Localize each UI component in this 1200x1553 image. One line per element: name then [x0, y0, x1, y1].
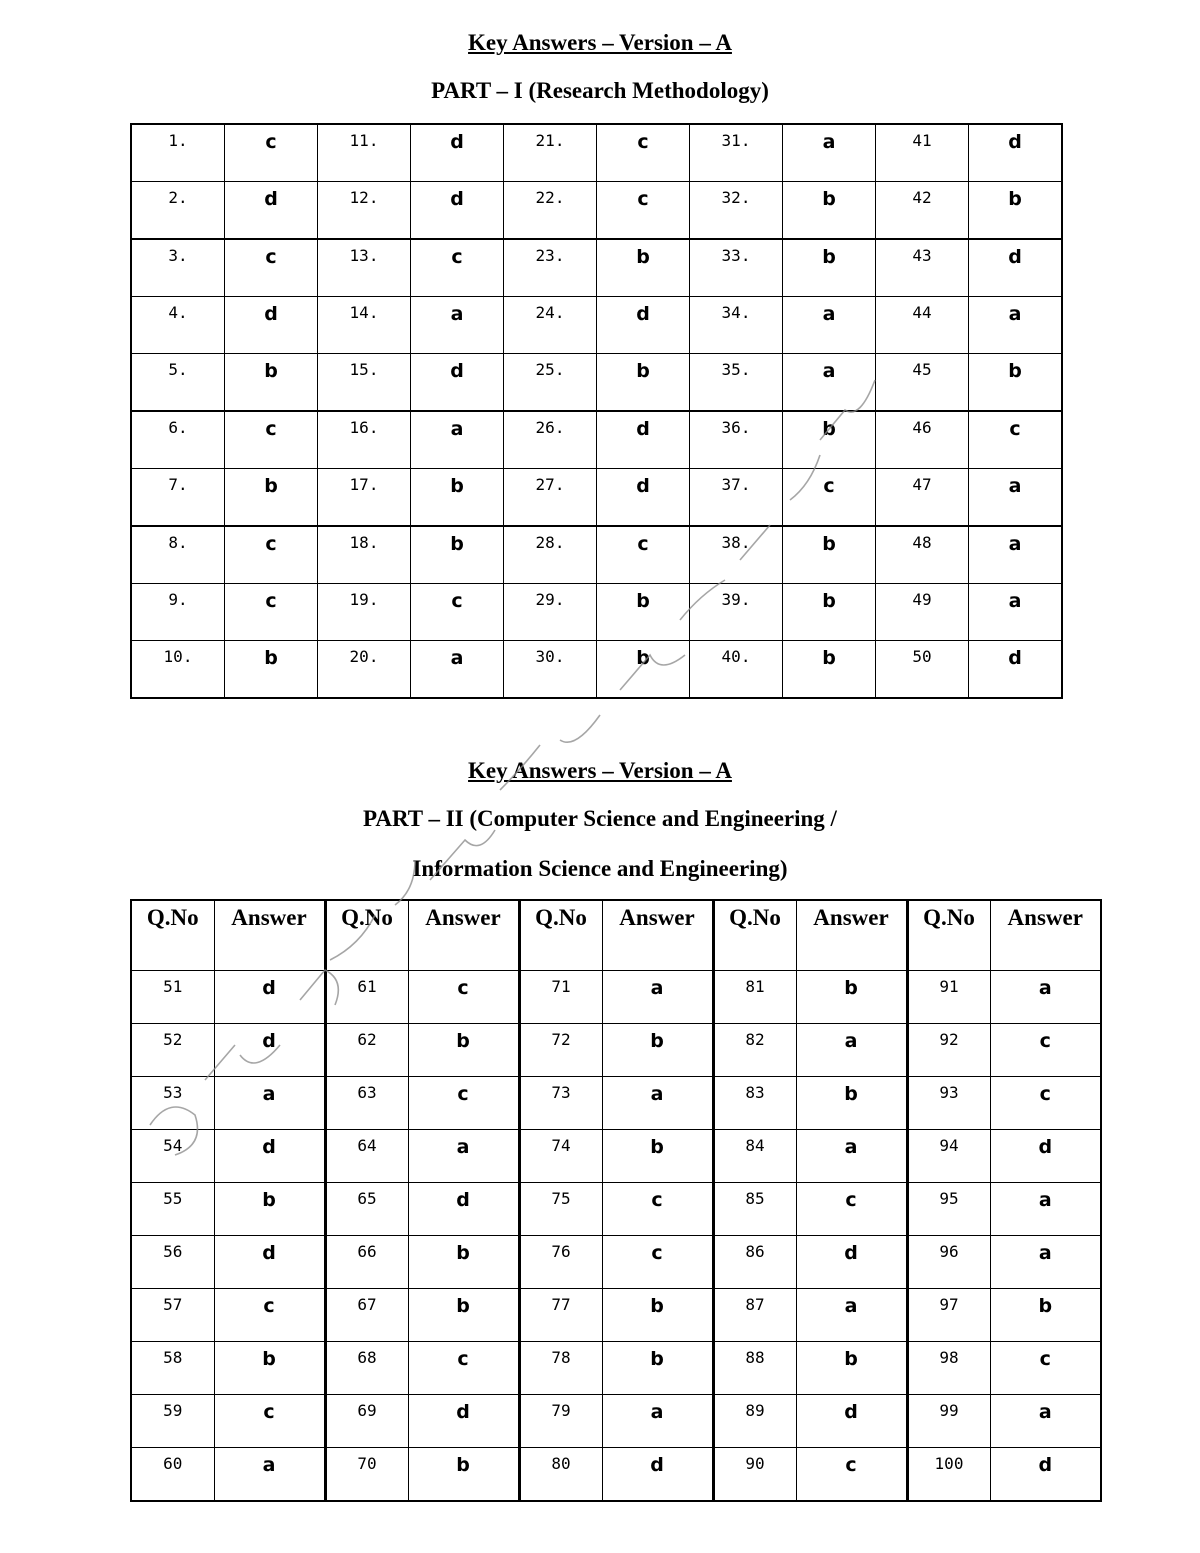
answer-key: c [990, 1077, 1101, 1130]
question-number: 75 [519, 1183, 602, 1236]
question-number: 15. [318, 354, 411, 412]
answer-key: b [783, 239, 876, 297]
answer-key: d [214, 1236, 325, 1289]
answer-key: d [969, 124, 1063, 182]
answer-key: b [411, 526, 504, 584]
part1-row [131, 469, 1062, 527]
question-number: 3. [131, 239, 225, 297]
question-number: 13. [318, 239, 411, 297]
answer-key: a [214, 1448, 325, 1502]
part2-row [131, 1236, 1101, 1289]
column-header-qno: Q.No [131, 900, 214, 971]
question-number: 68 [325, 1342, 408, 1395]
answer-key: b [408, 1236, 519, 1289]
answer-key: b [225, 354, 318, 412]
question-number: 65 [325, 1183, 408, 1236]
question-number: 31. [690, 124, 783, 182]
answer-key: b [602, 1130, 713, 1183]
question-number: 83 [713, 1077, 796, 1130]
question-number: 76 [519, 1236, 602, 1289]
question-number: 36. [690, 411, 783, 469]
question-number: 47 [876, 469, 969, 527]
question-number: 43 [876, 239, 969, 297]
part2-row [131, 971, 1101, 1024]
question-number: 6. [131, 411, 225, 469]
question-number: 96 [907, 1236, 990, 1289]
part2-row [131, 1024, 1101, 1077]
question-number: 39. [690, 584, 783, 641]
question-number: 41 [876, 124, 969, 182]
answer-key: a [990, 1395, 1101, 1448]
answer-key: d [796, 1395, 907, 1448]
answer-key: b [597, 354, 690, 412]
answer-key: d [214, 1024, 325, 1077]
question-number: 92 [907, 1024, 990, 1077]
answer-key: c [602, 1236, 713, 1289]
answer-key: d [990, 1448, 1101, 1502]
answer-key: c [783, 469, 876, 527]
answer-key: b [602, 1289, 713, 1342]
question-number: 69 [325, 1395, 408, 1448]
question-number: 51 [131, 971, 214, 1024]
column-header-qno: Q.No [325, 900, 408, 971]
answer-key: a [783, 124, 876, 182]
question-number: 64 [325, 1130, 408, 1183]
question-number: 18. [318, 526, 411, 584]
answer-key: c [990, 1024, 1101, 1077]
question-number: 22. [504, 182, 597, 240]
column-header-answer: Answer [408, 900, 519, 971]
answer-key: a [990, 1236, 1101, 1289]
question-number: 2. [131, 182, 225, 240]
question-number: 8. [131, 526, 225, 584]
question-number: 99 [907, 1395, 990, 1448]
question-number: 79 [519, 1395, 602, 1448]
part2-row [131, 1130, 1101, 1183]
part1-row [131, 182, 1062, 240]
question-number: 50 [876, 641, 969, 699]
answer-key: c [214, 1395, 325, 1448]
question-number: 12. [318, 182, 411, 240]
part2-row [131, 1289, 1101, 1342]
answer-key: d [969, 641, 1063, 699]
question-number: 61 [325, 971, 408, 1024]
question-number: 100 [907, 1448, 990, 1502]
question-number: 33. [690, 239, 783, 297]
answer-key: c [796, 1448, 907, 1502]
answer-key: a [783, 354, 876, 412]
question-number: 57 [131, 1289, 214, 1342]
answer-key: d [225, 297, 318, 354]
answer-key: c [225, 411, 318, 469]
question-number: 59 [131, 1395, 214, 1448]
answer-key: b [597, 239, 690, 297]
part1-row [131, 584, 1062, 641]
column-header-qno: Q.No [713, 900, 796, 971]
answer-key: c [411, 584, 504, 641]
answer-key: b [408, 1289, 519, 1342]
answer-key: a [411, 411, 504, 469]
part1-row [131, 354, 1062, 412]
question-number: 46 [876, 411, 969, 469]
question-number: 60 [131, 1448, 214, 1502]
answer-key: a [796, 1289, 907, 1342]
question-number: 82 [713, 1024, 796, 1077]
answer-key: b [225, 641, 318, 699]
part2-subtitle-line2: Information Science and Engineering) [412, 856, 788, 881]
question-number: 28. [504, 526, 597, 584]
part1-row [131, 124, 1062, 182]
column-header-qno: Q.No [519, 900, 602, 971]
question-number: 7. [131, 469, 225, 527]
question-number: 19. [318, 584, 411, 641]
question-number: 62 [325, 1024, 408, 1077]
question-number: 95 [907, 1183, 990, 1236]
answer-key: d [411, 124, 504, 182]
answer-key: c [597, 182, 690, 240]
answer-key: a [990, 971, 1101, 1024]
answer-key: a [796, 1024, 907, 1077]
question-number: 88 [713, 1342, 796, 1395]
question-number: 9. [131, 584, 225, 641]
question-number: 72 [519, 1024, 602, 1077]
answer-key: d [597, 469, 690, 527]
answer-key: c [796, 1183, 907, 1236]
question-number: 25. [504, 354, 597, 412]
question-number: 58 [131, 1342, 214, 1395]
answer-key: a [214, 1077, 325, 1130]
question-number: 34. [690, 297, 783, 354]
question-number: 42 [876, 182, 969, 240]
question-number: 37. [690, 469, 783, 527]
answer-key: d [597, 411, 690, 469]
question-number: 52 [131, 1024, 214, 1077]
answer-key: b [969, 182, 1063, 240]
question-number: 84 [713, 1130, 796, 1183]
answer-key: b [969, 354, 1063, 412]
question-number: 48 [876, 526, 969, 584]
answer-key: b [783, 411, 876, 469]
question-number: 67 [325, 1289, 408, 1342]
question-number: 53 [131, 1077, 214, 1130]
part1-title: Key Answers – Version – A [468, 30, 732, 55]
answer-key: b [796, 1342, 907, 1395]
answer-key: a [796, 1130, 907, 1183]
answer-key: b [408, 1024, 519, 1077]
column-header-answer: Answer [796, 900, 907, 971]
question-number: 74 [519, 1130, 602, 1183]
answer-key: a [969, 526, 1063, 584]
question-number: 38. [690, 526, 783, 584]
answer-key: b [783, 641, 876, 699]
question-number: 70 [325, 1448, 408, 1502]
part2-row [131, 1183, 1101, 1236]
question-number: 98 [907, 1342, 990, 1395]
answer-key: b [990, 1289, 1101, 1342]
question-number: 85 [713, 1183, 796, 1236]
answer-key: d [969, 239, 1063, 297]
part2-subtitle-line1: PART – II (Computer Science and Engineering / [363, 806, 837, 831]
part2-answer-table [130, 899, 1102, 1502]
question-number: 1. [131, 124, 225, 182]
part2-row [131, 1342, 1101, 1395]
question-number: 94 [907, 1130, 990, 1183]
question-number: 66 [325, 1236, 408, 1289]
answer-key: b [214, 1183, 325, 1236]
question-number: 87 [713, 1289, 796, 1342]
question-number: 26. [504, 411, 597, 469]
answer-key: a [969, 584, 1063, 641]
part1-row [131, 411, 1062, 469]
column-header-answer: Answer [990, 900, 1101, 971]
question-number: 55 [131, 1183, 214, 1236]
answer-key: d [225, 182, 318, 240]
question-number: 90 [713, 1448, 796, 1502]
part1-row [131, 641, 1062, 699]
answer-key: d [602, 1448, 713, 1502]
part1-subtitle: PART – I (Research Methodology) [431, 78, 769, 103]
answer-key: b [411, 469, 504, 527]
question-number: 17. [318, 469, 411, 527]
answer-key: d [408, 1183, 519, 1236]
answer-key: b [783, 526, 876, 584]
part2-title: Key Answers – Version – A [468, 758, 732, 783]
question-number: 81 [713, 971, 796, 1024]
question-number: 44 [876, 297, 969, 354]
answer-key: c [411, 239, 504, 297]
answer-key: c [225, 584, 318, 641]
question-number: 77 [519, 1289, 602, 1342]
column-header-qno: Q.No [907, 900, 990, 971]
answer-key: c [408, 1077, 519, 1130]
question-number: 16. [318, 411, 411, 469]
question-number: 63 [325, 1077, 408, 1130]
question-number: 10. [131, 641, 225, 699]
question-number: 93 [907, 1077, 990, 1130]
answer-key: b [597, 584, 690, 641]
answer-key: d [214, 971, 325, 1024]
answer-key: c [602, 1183, 713, 1236]
answer-key: b [602, 1342, 713, 1395]
answer-key: a [783, 297, 876, 354]
question-number: 30. [504, 641, 597, 699]
question-number: 4. [131, 297, 225, 354]
answer-key: b [597, 641, 690, 699]
question-number: 78 [519, 1342, 602, 1395]
question-number: 11. [318, 124, 411, 182]
part2-row [131, 1395, 1101, 1448]
question-number: 86 [713, 1236, 796, 1289]
question-number: 14. [318, 297, 411, 354]
answer-key: c [597, 526, 690, 584]
question-number: 32. [690, 182, 783, 240]
part1-row [131, 297, 1062, 354]
answer-key: c [408, 971, 519, 1024]
question-number: 54 [131, 1130, 214, 1183]
answer-key: c [408, 1342, 519, 1395]
answer-key: d [597, 297, 690, 354]
answer-key: c [225, 239, 318, 297]
answer-key: d [214, 1130, 325, 1183]
question-number: 27. [504, 469, 597, 527]
answer-key: c [225, 526, 318, 584]
answer-key: d [411, 182, 504, 240]
answer-key: b [783, 182, 876, 240]
question-number: 56 [131, 1236, 214, 1289]
question-number: 5. [131, 354, 225, 412]
answer-key: c [990, 1342, 1101, 1395]
question-number: 49 [876, 584, 969, 641]
part1-row [131, 239, 1062, 297]
part2-row [131, 1448, 1101, 1502]
question-number: 80 [519, 1448, 602, 1502]
answer-key: b [796, 1077, 907, 1130]
answer-key: b [214, 1342, 325, 1395]
part1-row [131, 526, 1062, 584]
answer-key: a [602, 1395, 713, 1448]
answer-key: d [411, 354, 504, 412]
answer-key: a [602, 971, 713, 1024]
question-number: 97 [907, 1289, 990, 1342]
answer-key: b [783, 584, 876, 641]
question-number: 24. [504, 297, 597, 354]
question-number: 73 [519, 1077, 602, 1130]
column-header-answer: Answer [214, 900, 325, 971]
answer-key: c [225, 124, 318, 182]
answer-key: a [411, 641, 504, 699]
question-number: 20. [318, 641, 411, 699]
question-number: 91 [907, 971, 990, 1024]
answer-key: a [990, 1183, 1101, 1236]
question-number: 29. [504, 584, 597, 641]
answer-key: a [411, 297, 504, 354]
question-number: 21. [504, 124, 597, 182]
answer-key: d [796, 1236, 907, 1289]
question-number: 23. [504, 239, 597, 297]
question-number: 35. [690, 354, 783, 412]
question-number: 71 [519, 971, 602, 1024]
answer-key: c [214, 1289, 325, 1342]
answer-key: b [602, 1024, 713, 1077]
answer-key: a [969, 469, 1063, 527]
answer-key: a [408, 1130, 519, 1183]
column-header-answer: Answer [602, 900, 713, 971]
question-number: 45 [876, 354, 969, 412]
answer-key: b [225, 469, 318, 527]
answer-key: a [969, 297, 1063, 354]
answer-key: d [990, 1130, 1101, 1183]
answer-key: c [969, 411, 1063, 469]
answer-key: b [796, 971, 907, 1024]
answer-key: a [602, 1077, 713, 1130]
answer-key: d [408, 1395, 519, 1448]
answer-key: b [408, 1448, 519, 1502]
answer-key: c [597, 124, 690, 182]
part2-row [131, 1077, 1101, 1130]
part2-header-row [131, 900, 1101, 971]
part1-answer-table [130, 123, 1063, 699]
question-number: 89 [713, 1395, 796, 1448]
question-number: 40. [690, 641, 783, 699]
